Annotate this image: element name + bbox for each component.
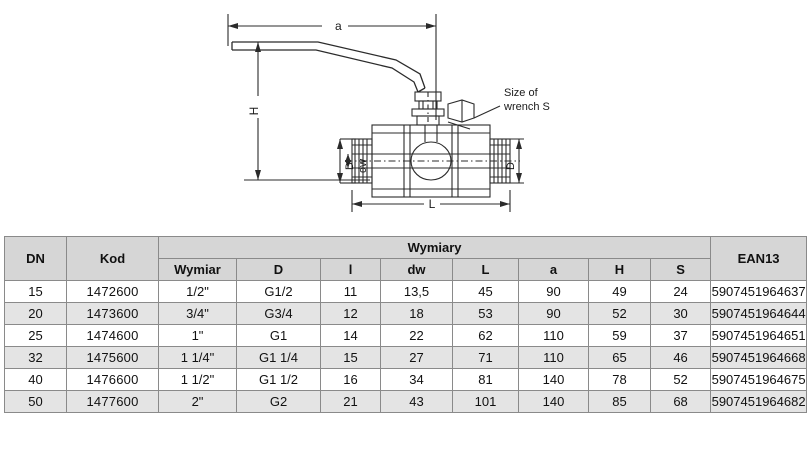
cell-a: 140 bbox=[519, 369, 589, 391]
header-kod: Kod bbox=[67, 237, 159, 281]
cell-l-large: 62 bbox=[453, 325, 519, 347]
table-row bbox=[5, 369, 807, 391]
cell-ean13: 5907451964682 bbox=[711, 391, 807, 413]
dim-label-a: a bbox=[335, 19, 342, 33]
cell-dn: 50 bbox=[5, 391, 67, 413]
cell-h: 59 bbox=[589, 325, 651, 347]
cell-wymiar: 3/4" bbox=[159, 303, 237, 325]
cell-ean13: 5907451964675 bbox=[711, 369, 807, 391]
header-a: a bbox=[519, 259, 589, 281]
header-dw: dw bbox=[381, 259, 453, 281]
table-row bbox=[5, 347, 807, 369]
cell-dw: 34 bbox=[381, 369, 453, 391]
cell-kod: 1473600 bbox=[67, 303, 159, 325]
cell-dn: 25 bbox=[5, 325, 67, 347]
cell-kod: 1472600 bbox=[67, 281, 159, 303]
cell-s: 37 bbox=[651, 325, 711, 347]
cell-s: 24 bbox=[651, 281, 711, 303]
cell-dw: 27 bbox=[381, 347, 453, 369]
header-s: S bbox=[651, 259, 711, 281]
header-l-small: l bbox=[321, 259, 381, 281]
cell-l-large: 45 bbox=[453, 281, 519, 303]
cell-s: 68 bbox=[651, 391, 711, 413]
table-row bbox=[5, 391, 807, 413]
cell-l-large: 71 bbox=[453, 347, 519, 369]
header-l-large: L bbox=[453, 259, 519, 281]
cell-dw: 22 bbox=[381, 325, 453, 347]
dim-label-l: L bbox=[428, 197, 436, 211]
specifications-table bbox=[4, 236, 807, 413]
cell-wymiar: 1" bbox=[159, 325, 237, 347]
table-body bbox=[5, 281, 807, 413]
cell-dw: 13,5 bbox=[381, 281, 453, 303]
specifications-table-wrapper bbox=[4, 236, 806, 413]
header-wymiary: Wymiary bbox=[159, 237, 711, 259]
cell-d: G1/2 bbox=[237, 281, 321, 303]
cell-dw: 43 bbox=[381, 391, 453, 413]
cell-l-small: 15 bbox=[321, 347, 381, 369]
cell-l-large: 81 bbox=[453, 369, 519, 391]
table-header bbox=[5, 237, 807, 281]
cell-wymiar: 1 1/2" bbox=[159, 369, 237, 391]
header-dn: DN bbox=[5, 237, 67, 281]
cell-kod: 1474600 bbox=[67, 325, 159, 347]
cell-h: 85 bbox=[589, 391, 651, 413]
cell-d: G1 1/2 bbox=[237, 369, 321, 391]
cell-l-large: 101 bbox=[453, 391, 519, 413]
header-ean13: EAN13 bbox=[711, 237, 807, 281]
header-wymiar: Wymiar bbox=[159, 259, 237, 281]
cell-h: 78 bbox=[589, 369, 651, 391]
cell-l-small: 16 bbox=[321, 369, 381, 391]
cell-a: 90 bbox=[519, 303, 589, 325]
cell-a: 140 bbox=[519, 391, 589, 413]
table-row bbox=[5, 281, 807, 303]
cell-s: 30 bbox=[651, 303, 711, 325]
table-row bbox=[5, 325, 807, 347]
cell-kod: 1475600 bbox=[67, 347, 159, 369]
cell-dn: 40 bbox=[5, 369, 67, 391]
cell-ean13: 5907451964637 bbox=[711, 281, 807, 303]
cell-s: 46 bbox=[651, 347, 711, 369]
cell-h: 65 bbox=[589, 347, 651, 369]
cell-dn: 20 bbox=[5, 303, 67, 325]
cell-dn: 15 bbox=[5, 281, 67, 303]
cell-dw: 18 bbox=[381, 303, 453, 325]
header-d: D bbox=[237, 259, 321, 281]
cell-d: G3/4 bbox=[237, 303, 321, 325]
cell-l-small: 21 bbox=[321, 391, 381, 413]
dim-label-dw: dw bbox=[357, 158, 369, 174]
cell-l-large: 53 bbox=[453, 303, 519, 325]
table-row bbox=[5, 303, 807, 325]
cell-a: 110 bbox=[519, 325, 589, 347]
dim-label-d-right: D bbox=[505, 162, 517, 170]
cell-d: G1 bbox=[237, 325, 321, 347]
cell-a: 90 bbox=[519, 281, 589, 303]
cell-h: 52 bbox=[589, 303, 651, 325]
cell-wymiar: 1/2" bbox=[159, 281, 237, 303]
header-row-1 bbox=[5, 237, 807, 259]
cell-l-small: 12 bbox=[321, 303, 381, 325]
cell-s: 52 bbox=[651, 369, 711, 391]
cell-a: 110 bbox=[519, 347, 589, 369]
wrench-note-line1: Size of bbox=[504, 87, 538, 99]
cell-l-small: 14 bbox=[321, 325, 381, 347]
wrench-note-line2: wrench S bbox=[504, 101, 550, 113]
dim-label-h: H bbox=[247, 106, 261, 116]
cell-wymiar: 1 1/4" bbox=[159, 347, 237, 369]
cell-ean13: 5907451964668 bbox=[711, 347, 807, 369]
cell-dn: 32 bbox=[5, 347, 67, 369]
cell-ean13: 5907451964651 bbox=[711, 325, 807, 347]
cell-kod: 1477600 bbox=[67, 391, 159, 413]
header-h: H bbox=[589, 259, 651, 281]
cell-h: 49 bbox=[589, 281, 651, 303]
cell-l-small: 11 bbox=[321, 281, 381, 303]
cell-kod: 1476600 bbox=[67, 369, 159, 391]
cell-d: G1 1/4 bbox=[237, 347, 321, 369]
cell-ean13: 5907451964644 bbox=[711, 303, 807, 325]
cell-d: G2 bbox=[237, 391, 321, 413]
dim-label-d-left: D bbox=[344, 162, 356, 170]
cell-wymiar: 2" bbox=[159, 391, 237, 413]
